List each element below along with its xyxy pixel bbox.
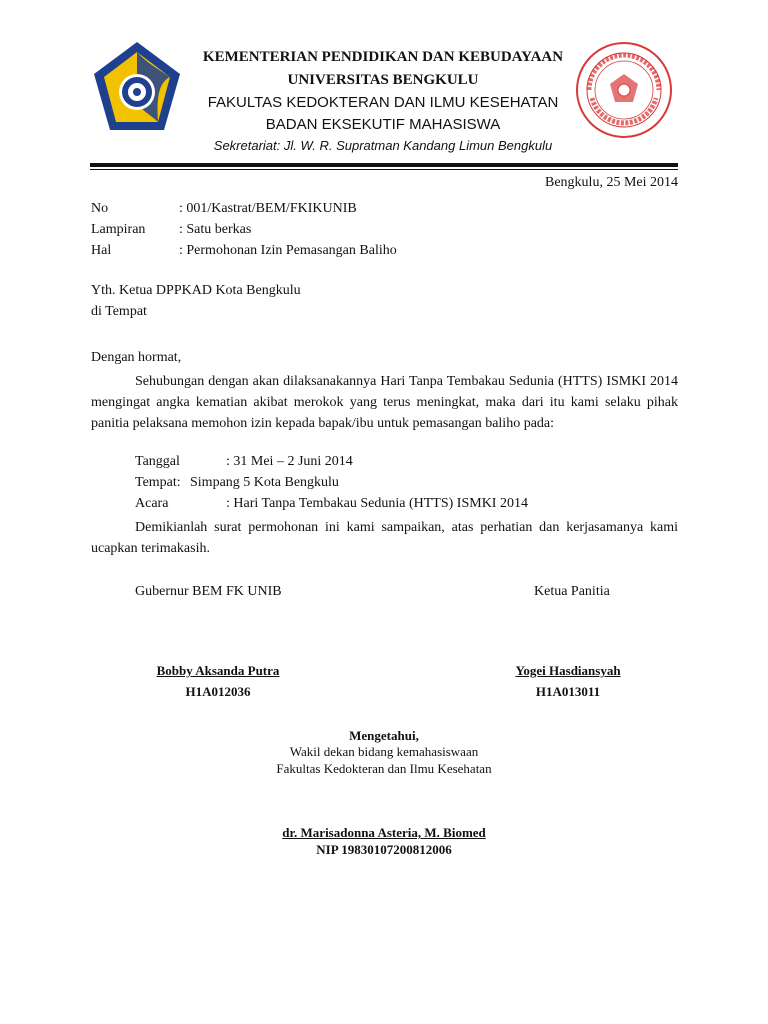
- recipient-line: Yth. Ketua DPPKAD Kota Bengkulu: [91, 283, 301, 298]
- organization-title: BADAN EKSEKUTIF MAHASISWA: [265, 116, 501, 133]
- closing-paragraph: Demikianlah surat permohonan ini kami sampaikan, atas perhatian dan kerjasamanya kami ucapkan terimakasih.: [91, 520, 678, 556]
- meta-label-subject: Hal: [91, 243, 112, 258]
- approval-name: dr. Marisadonna Asteria, M. Biomed: [282, 825, 486, 840]
- detail-value-date: : 31 Mei – 2 Juni 2014: [226, 454, 353, 469]
- meta-label-attachment: Lampiran: [91, 222, 146, 237]
- detail-label-place: Tempat:: [135, 475, 181, 490]
- header-divider-thick: [90, 163, 678, 167]
- faculty-title: FAKULTAS KEDOKTERAN DAN ILMU KESEHATAN: [207, 94, 559, 111]
- university-emblem-icon: [90, 38, 184, 138]
- header-divider-thin: [90, 169, 678, 170]
- approval-role-line1: Wakil dekan bidang kemahasiswaan: [289, 744, 479, 759]
- university-title: UNIVERSITAS BENGKULU: [287, 72, 479, 88]
- bem-seal-icon: [574, 40, 674, 140]
- meta-label-number: No: [91, 201, 109, 216]
- detail-value-place: Simpang 5 Kota Bengkulu: [190, 475, 339, 490]
- detail-value-event: : Hari Tanpa Tembakau Sedunia (HTTS) ISMKI 2014: [226, 496, 528, 511]
- meta-value-subject: : Permohonan Izin Pemasangan Baliho: [179, 243, 397, 258]
- left-signatory-name: Bobby Aksanda Putra: [156, 663, 280, 678]
- recipient-place: di Tempat: [91, 304, 147, 319]
- approval-heading: Mengetahui,: [349, 728, 419, 743]
- ministry-title: KEMENTERIAN PENDIDIKAN DAN KEBUDAYAAN: [202, 49, 564, 65]
- left-signatory-role: Gubernur BEM FK UNIB: [135, 584, 282, 599]
- body-paragraph: Sehubungan dengan akan dilaksanakannya Hari Tanpa Tembakau Sedunia (HTTS) ISMKI 2014 mengingat angka kematian akibat merokok yang terus meningkat, maka dari itu kami selaku pihak panitia pelaksana memohon izin kepada bapak/ibu untuk pemasangan baliho pada:: [91, 374, 678, 431]
- letter-date: Bengkulu, 25 Mei 2014: [545, 175, 678, 190]
- meta-value-number: : 001/Kastrat/BEM/FKIKUNIB: [179, 201, 357, 216]
- greeting: Dengan hormat,: [91, 350, 182, 365]
- secretariat-address: Sekretariat: Jl. W. R. Supratman Kandang Limun Bengkulu: [213, 138, 553, 153]
- right-signatory-role: Ketua Panitia: [534, 584, 610, 599]
- right-signatory-id: H1A013011: [535, 684, 601, 699]
- detail-label-event: Acara: [135, 496, 169, 511]
- detail-label-date: Tanggal: [135, 454, 180, 469]
- meta-value-attachment: : Satu berkas: [179, 222, 252, 237]
- approval-nip: NIP 19830107200812006: [316, 842, 452, 857]
- right-signatory-name: Yogei Hasdiansyah: [515, 663, 621, 678]
- approval-role-line2: Fakultas Kedokteran dan Ilmu Kesehatan: [276, 761, 492, 776]
- left-signatory-id: H1A012036: [185, 684, 251, 699]
